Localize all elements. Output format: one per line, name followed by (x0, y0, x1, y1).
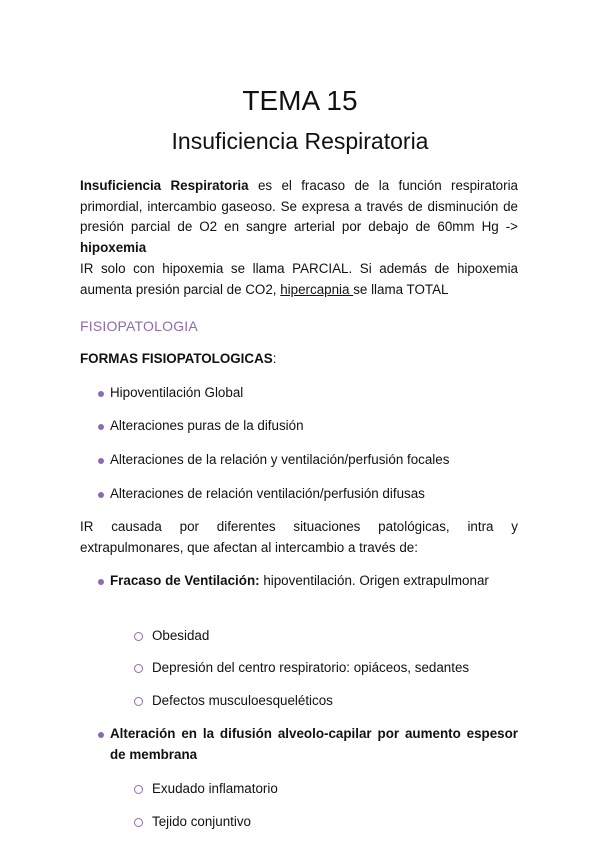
cause-text (98, 571, 518, 592)
cause-item (98, 571, 518, 592)
section-heading: FISIOPATOLOGIA (80, 318, 198, 334)
list-item (98, 484, 518, 505)
circle-bullet-icon (134, 818, 143, 827)
intro-paragraph-2 (80, 259, 518, 300)
bullet-icon (98, 732, 104, 738)
list-item-text: Alteraciones de la relación y ventilación/perfusión focales (110, 452, 450, 467)
page-subtitle: Insuficiencia Respiratoria (171, 128, 429, 154)
circle-bullet-icon (134, 632, 143, 641)
sub-list-item-text: Exudado inflamatorio (152, 781, 278, 796)
forms-subheading (80, 349, 276, 369)
circle-bullet-icon (134, 785, 143, 794)
bullet-icon (98, 391, 104, 397)
page-title: TEMA 15 (242, 85, 358, 116)
circle-bullet-icon (134, 664, 143, 673)
cause-title: Alteración en la difusión alveolo-capilar por aumento espesor de membrana (110, 726, 518, 762)
list-item (98, 383, 518, 404)
causes-intro: IR causada por diferentes situaciones patológicas, intra y extrapulmonares, que afectan al intercambio a través de: (80, 519, 518, 555)
sub-list-item (134, 691, 518, 711)
hypercapnia-term: hipercapnia (280, 281, 354, 297)
list-item-text: Alteraciones puras de la difusión (110, 418, 304, 433)
sub-list-item-text: Obesidad (152, 628, 210, 643)
list-item-text: Hipoventilación Global (110, 385, 244, 400)
bullet-icon (98, 424, 104, 430)
cause-item (98, 724, 518, 765)
list-item-text: Alteraciones de relación ventilación/perfusión difusas (110, 486, 425, 501)
cause-rest: hipoventilación. Origen extrapulmonar (259, 573, 489, 588)
list-item (98, 416, 518, 437)
sub-list-item-text: Defectos musculoesqueléticos (152, 693, 333, 708)
forms-subheading-text: FORMAS FISIOPATOLOGICAS (80, 351, 273, 366)
sub-list-item (134, 812, 518, 832)
cause-title-colon: : (255, 573, 260, 588)
intro-text-2: IR solo con hipoxemia se llama PARCIAL. Si además de hipoxemia aumenta presión parcial de CO2, (80, 261, 518, 297)
hypoxemia-term: hipoxemia (80, 239, 147, 255)
cause-title: Fracaso de Ventilación (110, 573, 256, 588)
intro-term: Insuficiencia Respiratoria (80, 178, 249, 193)
forms-subheading-colon: : (272, 351, 277, 366)
circle-bullet-icon (134, 697, 143, 706)
list-item (98, 450, 518, 471)
cause-text (98, 724, 518, 765)
sub-list-item (134, 658, 518, 678)
bullet-icon (98, 579, 104, 585)
sub-list-item-text: Depresión del centro respiratorio: opiáceos, sedantes (152, 660, 470, 675)
sub-list-item (134, 626, 518, 646)
bullet-icon (98, 492, 104, 498)
intro-text-3: se llama TOTAL (353, 281, 449, 297)
intro-paragraph (80, 176, 518, 258)
sub-list-item (134, 779, 518, 799)
bullet-icon (98, 458, 104, 464)
sub-list-item-text: Tejido conjuntivo (152, 814, 252, 829)
intro-text: es el fracaso de la función respiratoria primordial, intercambio gaseoso. Se expresa a través de disminución de presión parcial de O2 en sangre arterial por debajo de 60mm Hg -> (80, 178, 518, 234)
